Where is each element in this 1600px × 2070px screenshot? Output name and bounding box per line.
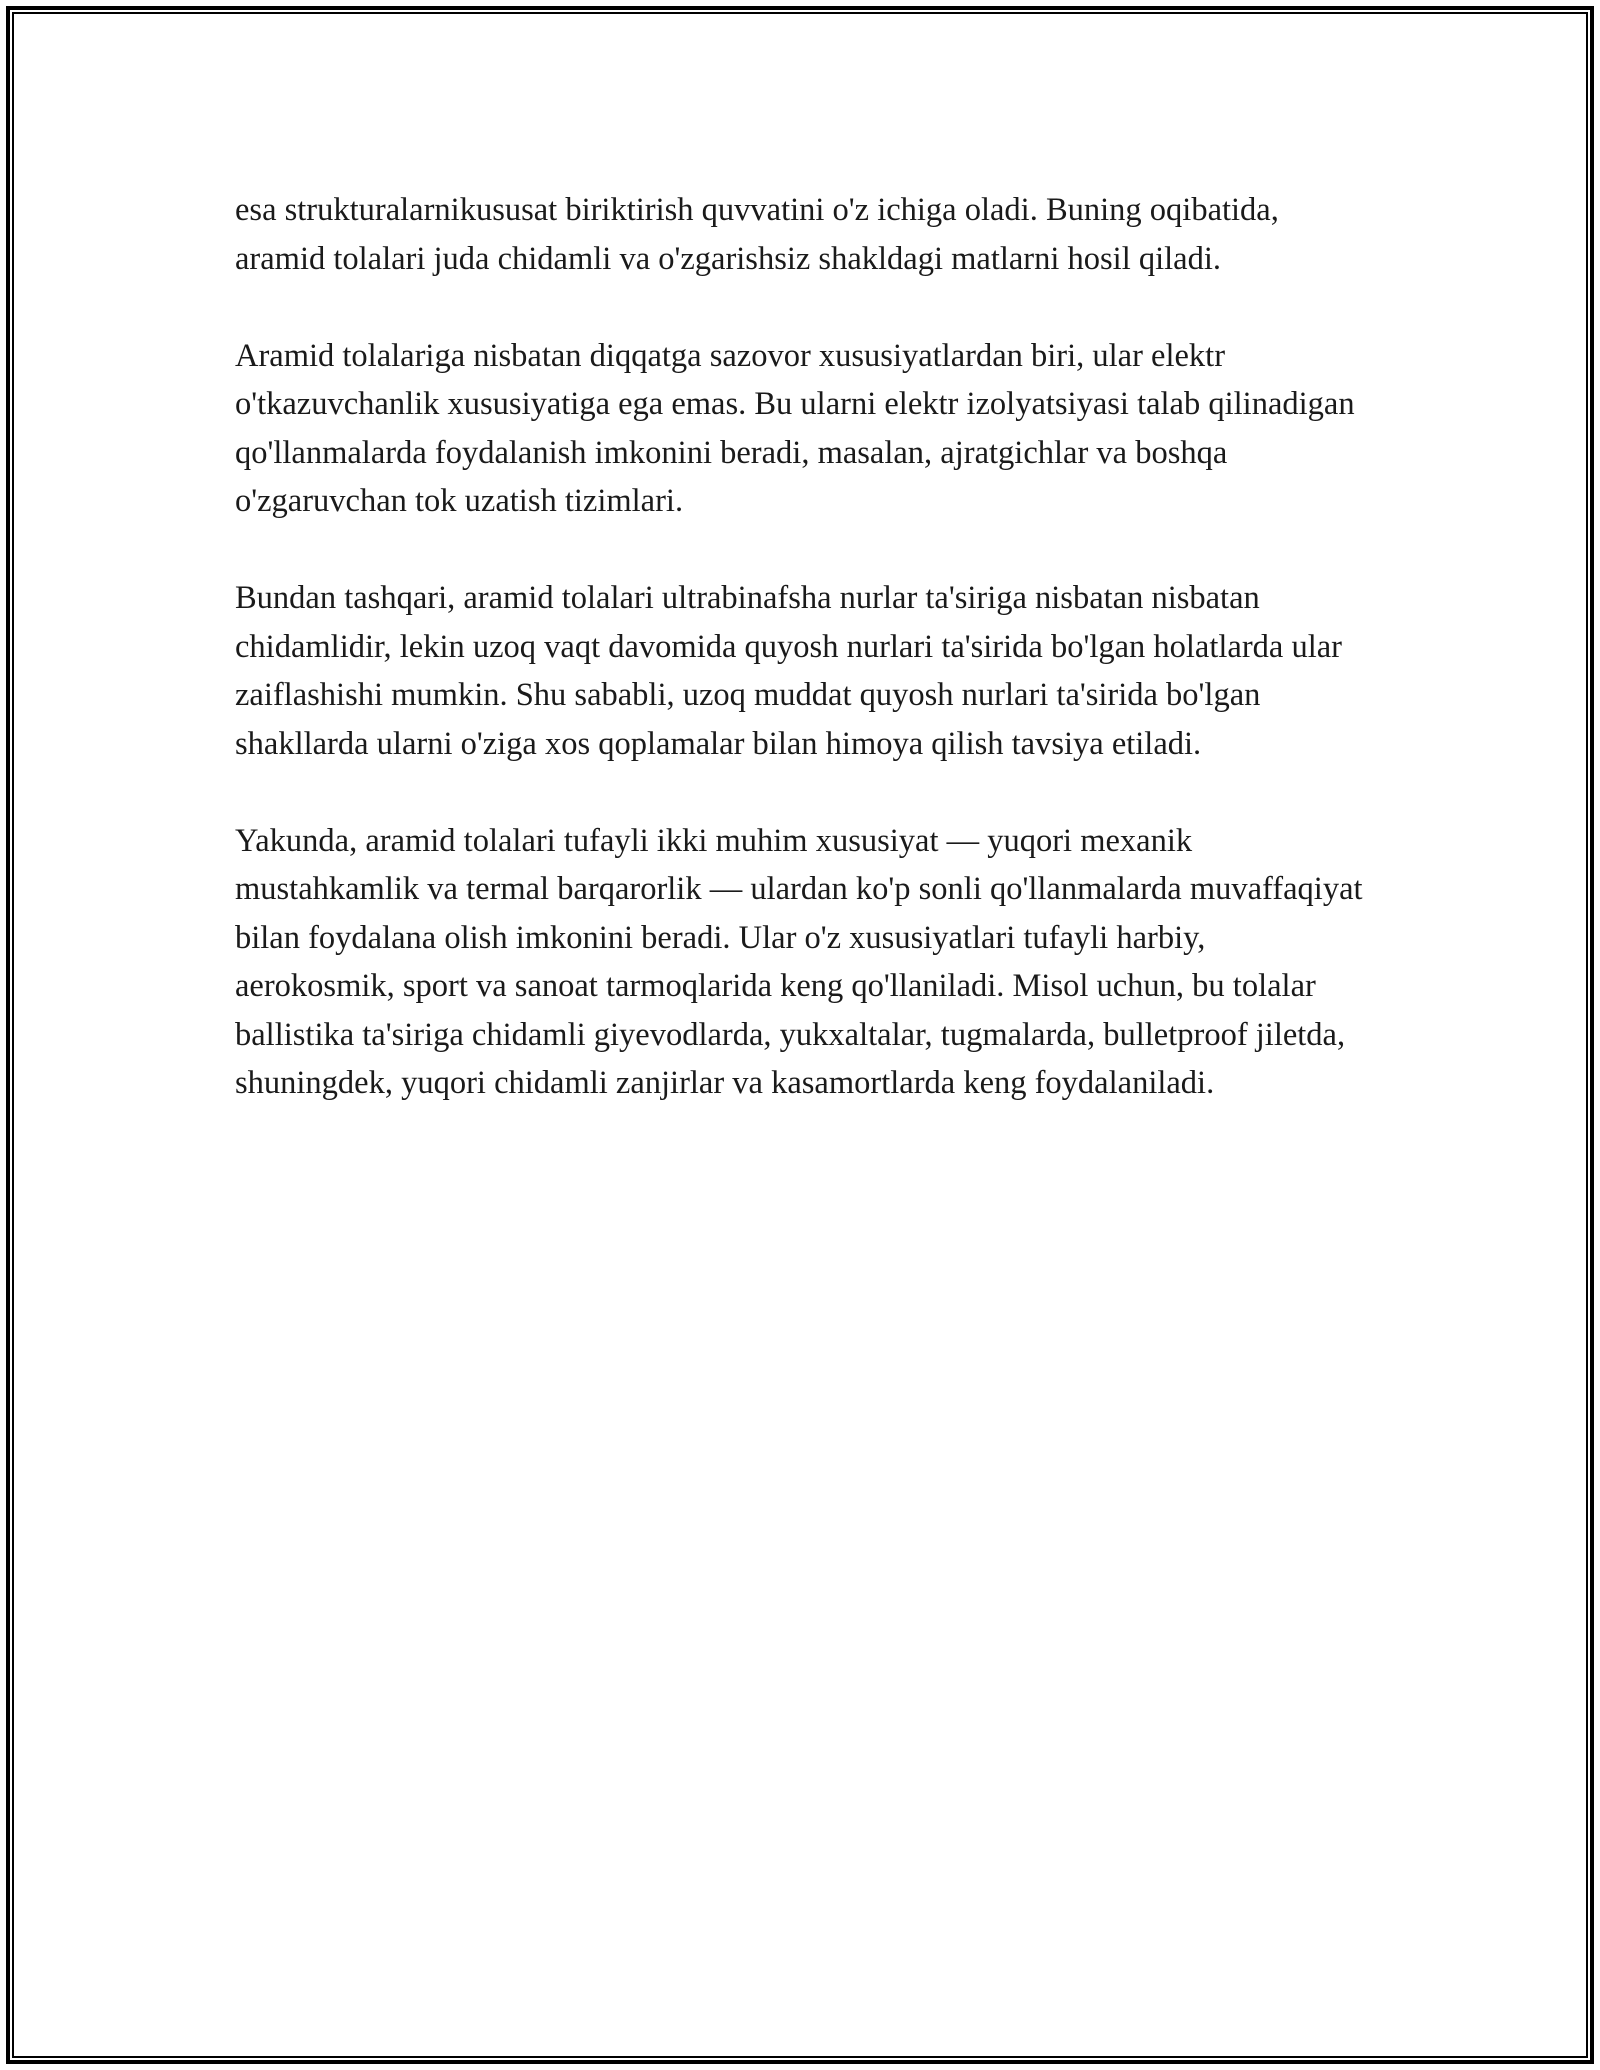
paragraph-1: esa strukturalarnikususat biriktirish quvvatini o'z ichiga oladi. Buning oqibatida, aramid tolalari juda chidamli va o'zgarishsiz shakldagi matlarni hosil qiladi. xyxy=(235,192,1279,277)
paragraph-4: Yakunda, aramid tolalari tufayli ikki muhim xususiyat — yuqori mexanik mustahkamlik va termal barqarorlik — ulardan ko'p sonli qo'llanmalarda muvaffaqiyat bilan foydalana olish imkonini beradi. Ular o'z xususiyatlari tufayli harbiy, aerokosmik, sport va sanoat tarmoqlarida keng qo'llaniladi. Misol uchun, bu tolalar ballistika ta'siriga chidamli giyevodlarda, yukxaltalar, tugmalarda, bulletproof jiletda, shuningdek, yuqori chidamli zanjirlar va kasamortlarda keng foydalaniladi. xyxy=(235,822,1363,1101)
paragraph-2: Aramid tolalariga nisbatan diqqatga sazovor xususiyatlardan biri, ular elektr o'tkazuvchanlik xususiyatiga ega emas. Bu ularni elektr izolyatsiyasi talab qilinadigan qo'llanmalarda foydalanish imkonini beradi, masalan, ajratgichlar va boshqa o'zgaruvchan tok uzatish tizimlari. xyxy=(235,337,1355,519)
paragraph-3: Bundan tashqari, aramid tolalari ultrabinafsha nurlar ta'siriga nisbatan nisbatan chidamlidir, lekin uzoq vaqt davomida quyosh nurlari ta'sirida bo'lgan holatlarda ular zaiflashishi mumkin. Shu sababli, uzoq muddat quyosh nurlari ta'sirida bo'lgan shakllarda ularni o'ziga xos qoplamalar bilan himoya qilish tavsiya etiladi. xyxy=(235,580,1342,762)
document-body xyxy=(235,186,1365,1156)
